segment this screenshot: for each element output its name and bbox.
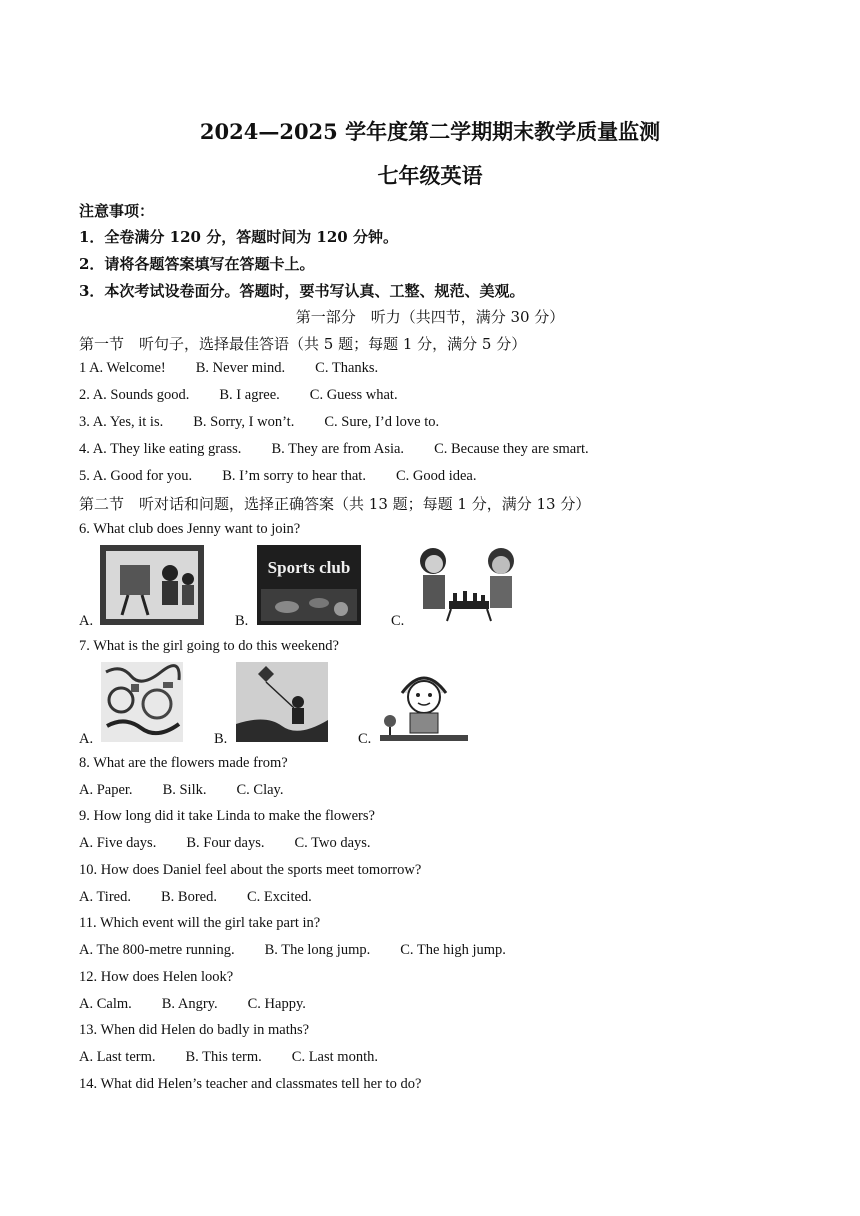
flying-kite-picture	[236, 662, 328, 742]
question-6-text: 6. What club does Jenny want to join?	[79, 521, 301, 537]
option-a: 1 A. Welcome!	[79, 360, 166, 376]
option-a: 4. A. They like eating grass.	[79, 441, 242, 457]
question-9-options	[79, 835, 401, 852]
question-4-options	[79, 441, 619, 458]
option-c: C. The high jump.	[400, 942, 506, 958]
option-a: A. Last term.	[79, 1049, 156, 1065]
option-a: 3. A. Yes, it is.	[79, 414, 164, 430]
painting-picture	[101, 662, 183, 742]
picture-label-a: A.	[79, 731, 94, 747]
option-a: A. Tired.	[79, 889, 131, 905]
picture-label-a: A.	[79, 613, 94, 629]
planting-flowers-picture	[380, 663, 468, 743]
option-a: A. The 800-metre running.	[79, 942, 235, 958]
option-b: B. The long jump.	[264, 942, 371, 958]
option-b: B. Never mind.	[195, 360, 286, 376]
option-b: B. Sorry, I won’t.	[193, 414, 295, 430]
question-13-options	[79, 1049, 408, 1066]
option-a: A. Calm.	[79, 996, 132, 1012]
option-c: C. Clay.	[236, 782, 284, 798]
question-12-text: 12. How does Helen look?	[79, 969, 234, 985]
section-one-title: 第一节 听句子，选择最佳答语（共 5 题；每题 1 分，满分 5 分）	[79, 335, 527, 353]
question-11-text: 11. Which event will the girl take part in?	[79, 915, 321, 931]
picture-label-c: C.	[358, 731, 372, 747]
note-item: 3．本次考试设卷面分。答题时，要书写认真、工整、规范、美观。	[79, 282, 525, 300]
option-a: A. Paper.	[79, 782, 133, 798]
chess-club-picture	[413, 543, 523, 625]
picture-label-c: C.	[391, 613, 405, 629]
sports-club-sign: Sports club	[267, 558, 351, 577]
option-a: 2. A. Sounds good.	[79, 387, 190, 403]
question-12-options	[79, 996, 336, 1013]
picture-label-b: B.	[214, 731, 228, 747]
question-7-text: 7. What is the girl going to do this weekend?	[79, 638, 339, 654]
option-c: C. Because they are smart.	[434, 441, 589, 457]
note-item: 2．请将各题答案填写在答题卡上。	[79, 255, 315, 273]
sports-club-picture	[257, 545, 361, 625]
question-11-options	[79, 942, 536, 959]
question-10-options	[79, 889, 342, 906]
question-8-text: 8. What are the flowers made from?	[79, 755, 288, 771]
picture-label-b: B.	[235, 613, 249, 629]
option-c: C. Happy.	[247, 996, 306, 1012]
option-a: 5. A. Good for you.	[79, 468, 193, 484]
question-2-options	[79, 387, 428, 404]
question-14-text: 14. What did Helen’s teacher and classmates tell her to do?	[79, 1076, 422, 1092]
option-c: C. Two days.	[294, 835, 371, 851]
option-b: B. I’m sorry to hear that.	[222, 468, 366, 484]
option-b: B. I agree.	[219, 387, 280, 403]
section-two-title: 第二节 听对话和问题，选择正确答案（共 13 题；每题 1 分，满分 13 分）	[79, 495, 591, 513]
option-b: B. Four days.	[186, 835, 265, 851]
part-one-title: 第一部分 听力（共四节，满分 30 分）	[295, 308, 565, 326]
notes-heading: 注意事项：	[79, 202, 155, 220]
art-club-picture	[100, 545, 204, 625]
option-b: B. Bored.	[160, 889, 217, 905]
note-item: 1．全卷满分 120 分，答题时间为 120 分钟。	[79, 228, 398, 246]
question-9-text: 9. How long did it take Linda to make the flowers?	[79, 808, 375, 824]
question-8-options	[79, 782, 313, 799]
question-10-text: 10. How does Daniel feel about the sports meet tomorrow?	[79, 862, 422, 878]
option-b: B. Silk.	[162, 782, 207, 798]
option-c: C. Good idea.	[395, 468, 477, 484]
exam-title: 2024—2025 学年度第二学期期末教学质量监测	[199, 119, 661, 144]
option-b: B. This term.	[185, 1049, 262, 1065]
option-b: B. They are from Asia.	[271, 441, 405, 457]
question-1-options	[79, 360, 408, 377]
option-a: A. Five days.	[79, 835, 157, 851]
exam-subtitle: 七年级英语	[377, 163, 483, 188]
option-c: C. Sure, I’d love to.	[324, 414, 440, 430]
option-c: C. Excited.	[246, 889, 312, 905]
option-c: C. Last month.	[291, 1049, 378, 1065]
option-c: C. Guess what.	[309, 387, 398, 403]
question-5-options	[79, 468, 507, 485]
option-c: C. Thanks.	[315, 360, 379, 376]
option-b: B. Angry.	[161, 996, 218, 1012]
question-3-options	[79, 414, 469, 431]
question-13-text: 13. When did Helen do badly in maths?	[79, 1022, 310, 1038]
